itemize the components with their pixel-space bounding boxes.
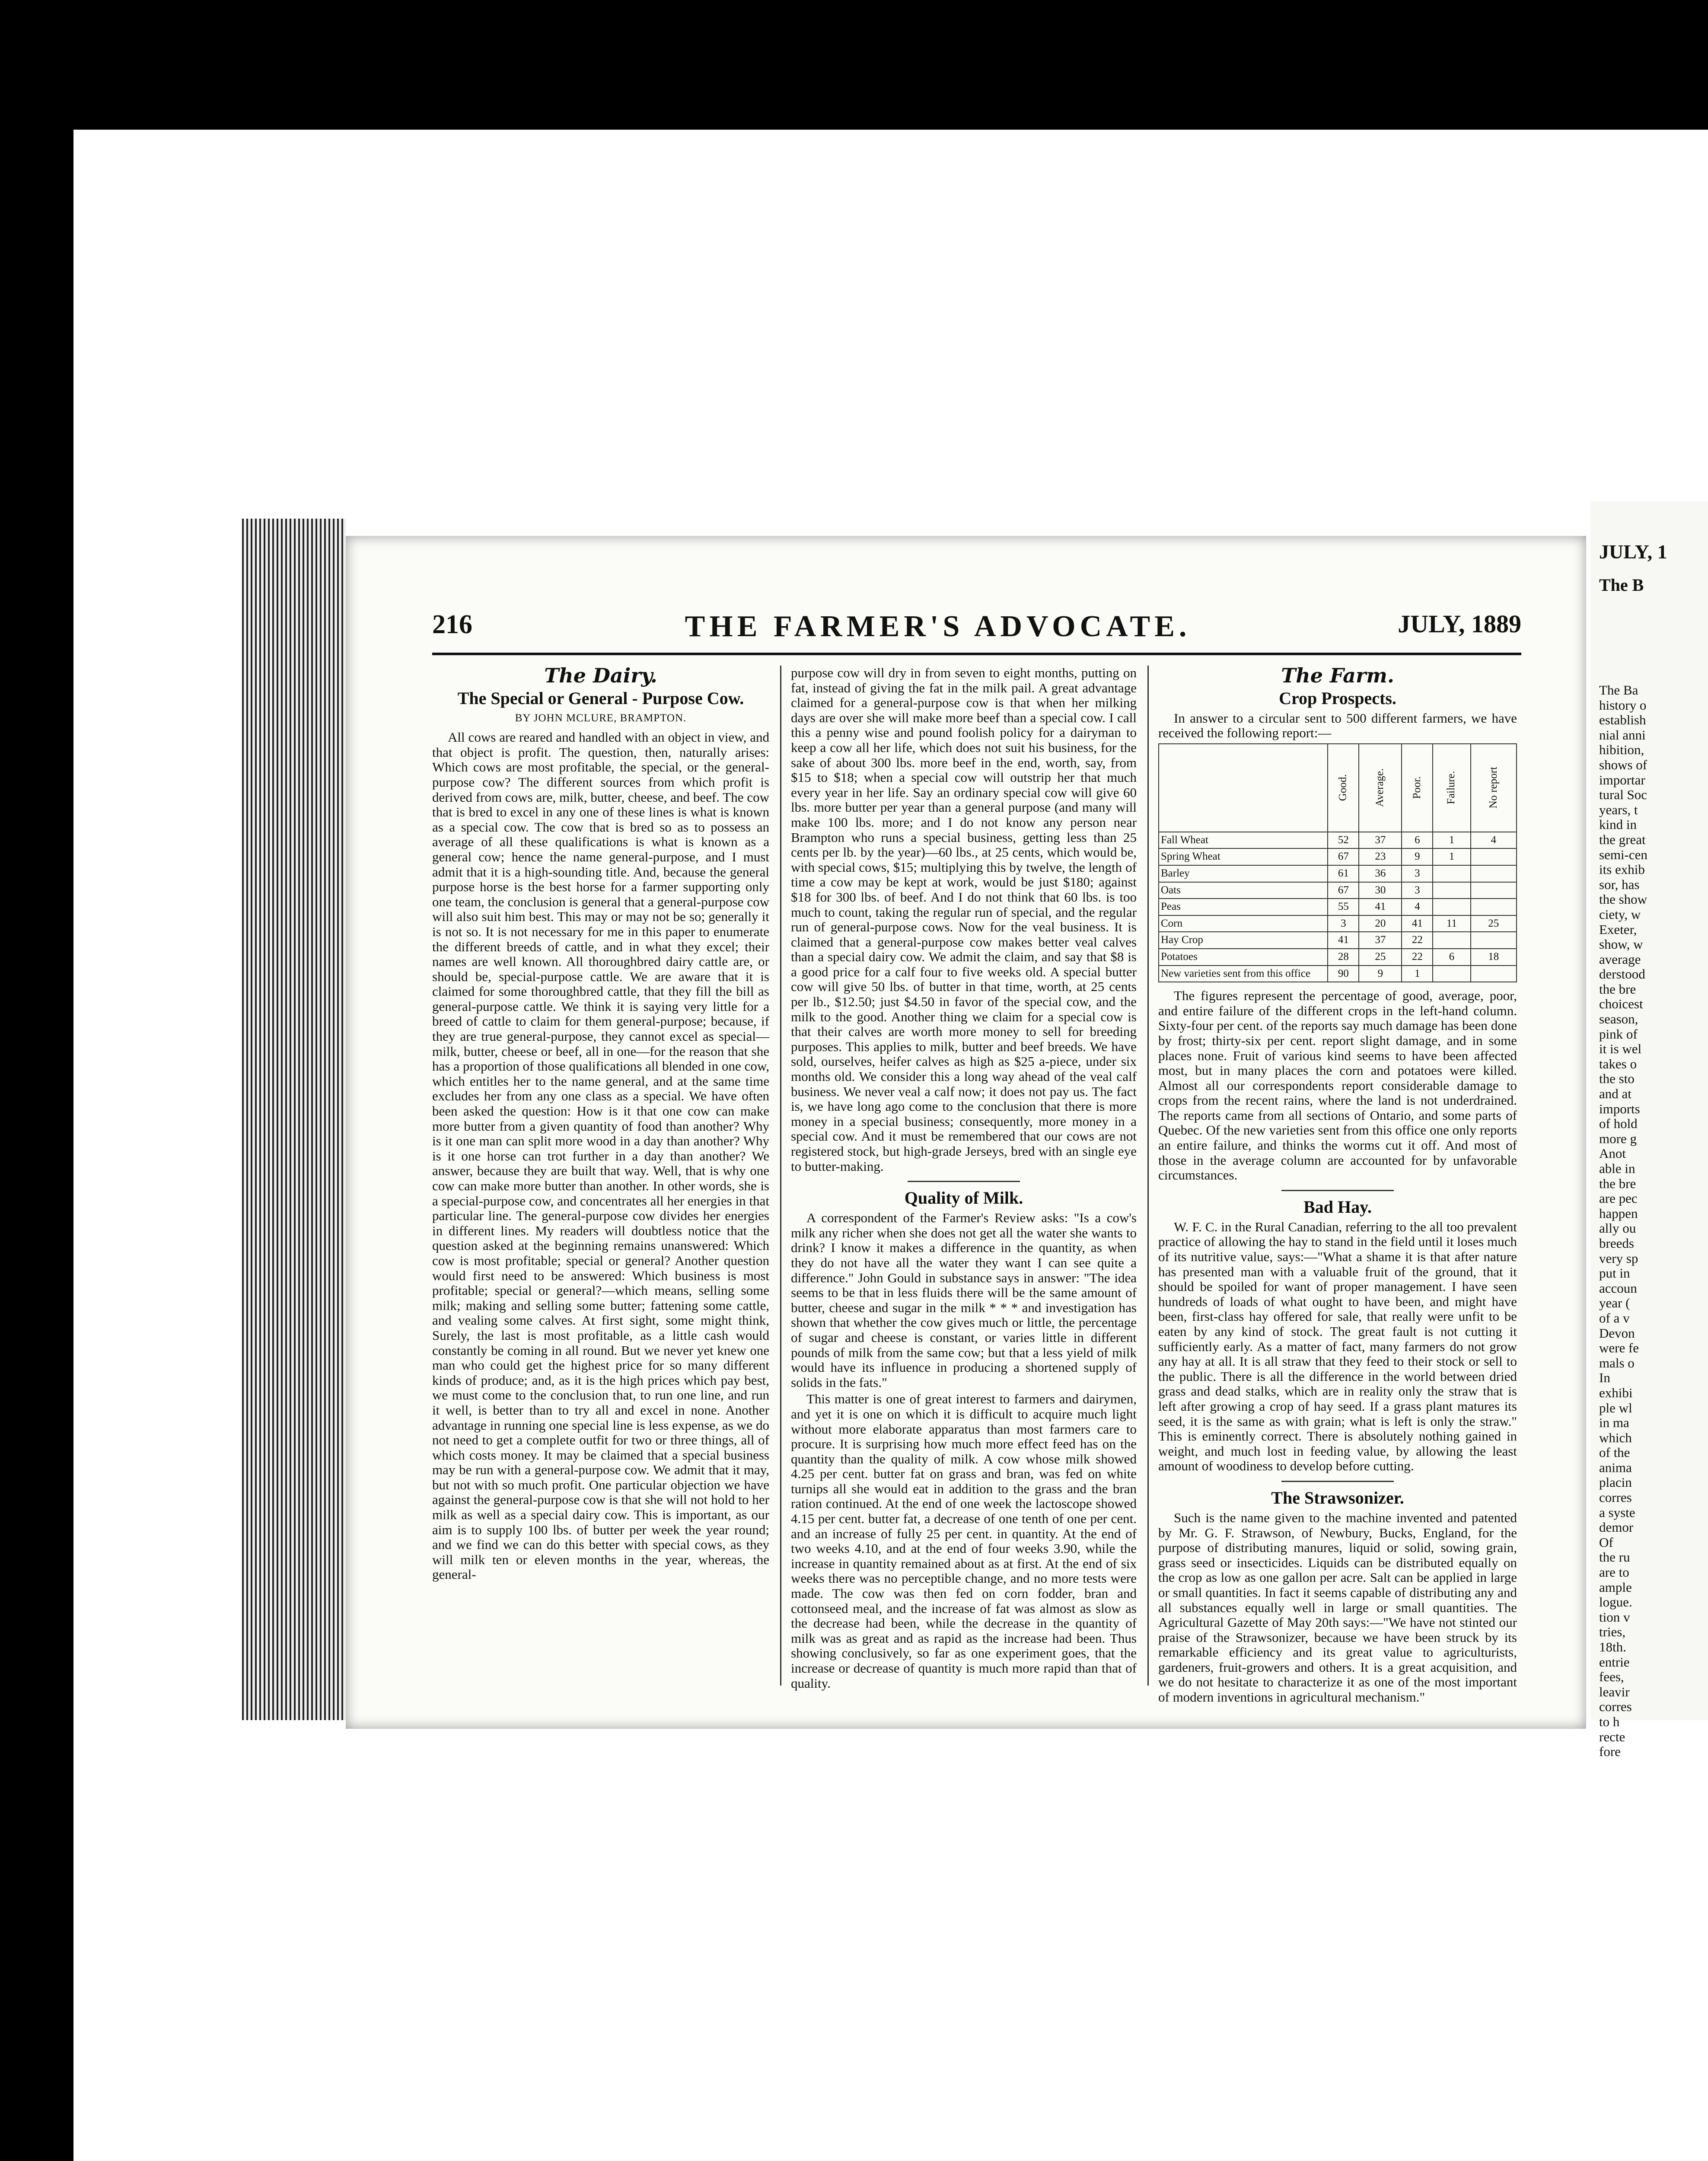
adjacent-page-line: happen <box>1599 1205 1638 1221</box>
table-cell: 41 <box>1359 899 1402 915</box>
adjacent-page-line: to h <box>1599 1714 1620 1729</box>
table-cell: 67 <box>1328 848 1359 865</box>
adjacent-page-line: which <box>1599 1430 1632 1445</box>
table-cell: 1 <box>1433 848 1470 865</box>
table-row <box>1159 915 1517 932</box>
adjacent-page-line: the ru <box>1599 1549 1630 1565</box>
table-cell: 6 <box>1433 949 1470 966</box>
separator <box>1281 1190 1394 1191</box>
adjacent-page-line: tries, <box>1599 1624 1626 1640</box>
adjacent-page-line: ample <box>1599 1579 1632 1595</box>
article-paragraph: All cows are reared and handled with an object in view, and that object is profit. The question, then, naturally arises: Which cows are most profitable, the special, or the general-purpose cow? The different sources from which profit is derived from cows are, milk, butter, cheese, and beef. The cow that is bred to excel in any one of these lines is what is known as a special cow. The cow that is bred so as to possess an average of all these qualifications is what is known as a general cow; hence the name general-purpose, and I must admit that it is a high-sounding title. And, because the general purpose horse is the best horse for a farmer supporting only one team, the conclusion is general that a general-purpose cow will also suit him best. This may or may not be so; generally it is not so. It is not necessary for me in this paper to enumerate the different breeds of cattle, and in what they excel; their names are well known. All thoroughbred dairy cattle are, or should be, special-purpose cattle. We are aware that it is claimed for some thoroughbred cattle, that they fill the bill as general-purpose cattle. We think it is saying very little for a breed of cattle to claim for them general-purpose; because, if they are true general-purpose, they cannot excel as special—milk, butter, cheese or beef, all in one—for the reason that she has a proportion of those qualifications all blended in one cow, which entitles her to the name general, and at the same time excludes her from any one class as a special. We have often been asked the question: How is it that one cow can make more butter from a given quantity of food than another? Why is it one man can split more wood in a day than another? Why is it one horse can trot further in a day than another? We answer, because they are built that way. Well, that is why one cow can make more butter than another. In other words, she is a special-purpose cow, and concentrates all her energies in that particular line. The general-purpose cow divides her energies in different lines. My readers will doubtless notice that the question asked at the beginning remains unanswered: Which cow is most profitable; special or general? Another question would first need to be answered: Which business is most profitable; special or general?—which means, selling some milk; making and selling some butter; fattening some cattle, and vealing some calves. At first sight, some might think, Surely, the last is most profitable, as a little cash would constantly be coming in all round. But we never yet knew one man who could get the highest price for so many different kinds of produce; and, as it is the high prices which pay best, we must come to the conclusion that, to run one line, and run it well, is better than to try all and excel in none. Another advantage in running one special line is less expense, as we do not need to get a complete outfit for two or three things, all of which costs money. It may be claimed that a special business may be run with a general-purpose cow. We admit that it may, but not with so much profit. One particular objection we have against the general-purpose cow is that she will not hold to her milk as well as a special dairy cow. This is important, as our aim is to supply 100 lbs. of butter per week the year round; and we find we can do this better with special cows, as they will milk ten or eleven months in the year, whereas, the general- <box>432 730 769 1582</box>
table-cell: 41 <box>1402 915 1433 932</box>
adjacent-page-line: in ma <box>1599 1415 1629 1431</box>
adjacent-page-line: very sp <box>1599 1250 1638 1266</box>
adjacent-page-line: entrie <box>1599 1654 1630 1670</box>
adjacent-page-line: ple wl <box>1599 1400 1632 1415</box>
adjacent-page-line: demor <box>1599 1520 1634 1535</box>
adjacent-page-line: corres <box>1599 1699 1632 1715</box>
table-cell: 37 <box>1359 932 1402 949</box>
article-title: Quality of Milk. <box>904 1188 1023 1208</box>
adjacent-page-line: it is wel <box>1599 1041 1642 1057</box>
article-paragraph: In answer to a circular sent to 500 different farmers, we have received the following report:— <box>1158 710 1517 741</box>
adjacent-page <box>1590 501 1708 1759</box>
table-cell: 22 <box>1402 949 1433 966</box>
table-cell <box>1433 932 1470 949</box>
adjacent-page-line: fore <box>1599 1744 1621 1759</box>
adjacent-page-line: fees, <box>1599 1669 1624 1685</box>
table-header-label: Failure. <box>1445 771 1457 805</box>
column-divider <box>780 666 781 1686</box>
crop-name-cell: Potatoes <box>1159 949 1328 966</box>
table-header <box>1359 744 1402 832</box>
table-header <box>1471 744 1517 832</box>
column-2 <box>791 665 1137 1691</box>
table-cell <box>1433 865 1470 882</box>
article-paragraph: Such is the name given to the machine invented and patented by Mr. G. F. Strawson, of Newbury, Bucks, England, for the purpose of distributing manures, liquid or solid, sowing grain, grass seed or insecticides. Liquids can be distributed equally on the crop as low as one gallon per acre. Salt can be applied in large or small quantities. In fact it seems capable of distributing any and all substances equally well in large or small quantities. The Agricultural Gazette of May 20th says:—"We have not stinted our praise of the Strawsonizer, because we have been struck by its remarkable efficiency and its great value to agriculturists, gardeners, fruit-growers and others. It is a great acquisition, and we do not hesitate to characterize it as one of the most important of modern inventions in agricultural mechanism." <box>1158 1510 1517 1705</box>
adjacent-page-line: season, <box>1599 1011 1638 1027</box>
table-cell: 3 <box>1328 915 1359 932</box>
crop-name-cell: Oats <box>1159 882 1328 899</box>
adjacent-page-line: of the <box>1599 1445 1630 1460</box>
table-cell <box>1433 899 1470 915</box>
table-cell <box>1471 932 1517 949</box>
adjacent-page-line: Devon <box>1599 1325 1635 1341</box>
article-title: Crop Prospects. <box>1279 688 1396 708</box>
adjacent-page-line: the great <box>1599 832 1646 847</box>
separator <box>1281 1481 1394 1482</box>
article-paragraph: W. F. C. in the Rural Canadian, referring to the all too prevalent practice of allowing the hay to stand in the field until it loses much of its nutritive value, says:—"What a shame it is that after nature has presented man with a valuable fruit of the ground, that it should be spoiled for want of proper management. I have seen hundreds of loads of what ought to have been, and might have been, first-class hay offered for sale, that really were unfit to be eaten by any kind of stock. The great fault is not cutting it sufficiently early. As a matter of fact, many farmers do not grow any hay at all. It is all straw that they feed to their stock or sell to the public. There is all the difference in the world between dried grass and dead stalks, which are in reality only the straw that is left after growing a crop of hay seed. If a grass plant matures its seed, it is the same as with grain; what is left is only the straw." This is eminently correct. There is absolutely nothing gained in weight, and much lost in feeding value, by allowing the least amount of woodiness to develop before cutting. <box>1158 1219 1517 1474</box>
adjacent-page-line: were fe <box>1599 1340 1639 1356</box>
crop-name-cell: Corn <box>1159 915 1328 932</box>
header-rule <box>432 653 1521 655</box>
adjacent-page-line: accoun <box>1599 1280 1637 1296</box>
table-cell: 3 <box>1402 865 1433 882</box>
crop-table <box>1158 743 1517 982</box>
adjacent-page-line: and at <box>1599 1086 1632 1102</box>
adjacent-page-line: ally ou <box>1599 1221 1636 1236</box>
table-cell: 1 <box>1402 966 1433 982</box>
adjacent-page-line: years, t <box>1599 802 1638 817</box>
adjacent-page-line: nial anni <box>1599 727 1646 743</box>
adjacent-page-line: able in <box>1599 1161 1635 1176</box>
table-cell: 41 <box>1328 932 1359 949</box>
adjacent-page-line: tural Soc <box>1599 787 1647 803</box>
table-header <box>1402 744 1433 832</box>
adjacent-page-line: mals o <box>1599 1355 1635 1371</box>
adjacent-page-line: corres <box>1599 1490 1632 1505</box>
adjacent-page-line: placin <box>1599 1475 1632 1490</box>
table-row <box>1159 966 1517 982</box>
table-cell: 25 <box>1471 915 1517 932</box>
adjacent-page-line: a syste <box>1599 1504 1635 1520</box>
table-cell: 30 <box>1359 882 1402 899</box>
table-row <box>1159 949 1517 966</box>
table-header-label: Good. <box>1337 774 1349 801</box>
adjacent-page-line: the bre <box>1599 1176 1636 1191</box>
crop-name-cell: Barley <box>1159 865 1328 882</box>
table-corner <box>1159 744 1328 832</box>
adjacent-page-line: Of <box>1599 1534 1613 1550</box>
adjacent-page-line: the bre <box>1599 981 1636 997</box>
article-title: The Strawsonizer. <box>1271 1488 1404 1508</box>
adjacent-page-line: pink of <box>1599 1026 1638 1042</box>
adjacent-page-line: of a v <box>1599 1310 1630 1326</box>
article-title: The Special or General - Purpose Cow. <box>457 688 744 708</box>
adjacent-page-line: the show <box>1599 892 1647 907</box>
adjacent-page-line: shows of <box>1599 757 1647 772</box>
adjacent-page-text <box>1599 683 1703 1759</box>
table-cell: 67 <box>1328 882 1359 899</box>
page-number: 216 <box>432 610 472 639</box>
adjacent-page-line: are to <box>1599 1565 1629 1580</box>
adjacent-page-line: the sto <box>1599 1071 1635 1087</box>
adjacent-page-line: its exhib <box>1599 862 1645 877</box>
byline: BY JOHN MCLURE, BRAMPTON. <box>515 712 687 724</box>
table-header <box>1433 744 1470 832</box>
table-row <box>1159 832 1517 849</box>
table-row <box>1159 882 1517 899</box>
table-row <box>1159 932 1517 949</box>
crop-name-cell: Hay Crop <box>1159 932 1328 949</box>
table-row <box>1159 899 1517 915</box>
adjacent-page-line: show, w <box>1599 937 1643 952</box>
adjacent-page-line: sor, has <box>1599 877 1640 892</box>
adjacent-page-line: tion v <box>1599 1609 1630 1625</box>
table-cell: 3 <box>1402 882 1433 899</box>
adjacent-page-line: hibition, <box>1599 742 1644 758</box>
book-page-edges <box>242 519 346 1720</box>
adjacent-page-line: semi-cen <box>1599 847 1647 862</box>
table-cell: 9 <box>1359 966 1402 982</box>
masthead-title: THE FARMER'S ADVOCATE. <box>685 610 1191 643</box>
table-row <box>1159 865 1517 882</box>
crop-name-cell: Fall Wheat <box>1159 832 1328 849</box>
adjacent-page-line: recte <box>1599 1729 1625 1744</box>
table-cell: 36 <box>1359 865 1402 882</box>
table-cell: 22 <box>1402 932 1433 949</box>
table-header-label: Average. <box>1374 768 1386 807</box>
table-cell <box>1471 966 1517 982</box>
column-divider <box>1147 666 1149 1686</box>
table-cell <box>1471 865 1517 882</box>
table-row <box>1159 848 1517 865</box>
adjacent-page-line: more g <box>1599 1131 1637 1146</box>
table-cell: 18 <box>1471 949 1517 966</box>
adjacent-page-line: Exeter, <box>1599 921 1637 937</box>
adjacent-page-line: of hold <box>1599 1116 1638 1131</box>
table-cell: 55 <box>1328 899 1359 915</box>
article-paragraph: This matter is one of great interest to farmers and dairymen, and yet it is one on which it is difficult to acquire much light without more elaborate apparatus than most farmers care to procure. It is surprising how much more effect feed has on the quantity than the quality of milk. A cow whose milk showed 4.25 per cent. butter fat on grass and bran, was fed on white turnips all she would eat in addition to the grass and the bran ration continued. At the end of one week the lactoscope showed 4.15 per cent. butter fat, a decrease of one tenth of one per cent. and an increase of fully 25 per cent. in quantity. At the end of two weeks 4.10, and at the end of four weeks 3.90, while the increase in quantity remained about as at first. At the end of six weeks there was no perceptible change, and no more tests were made. The cow was then fed on corn fodder, bran and cottonseed meal, and the increase of fat was almost as slow as the decrease had been, while the decrease in the quantity of milk was as great and as rapid as the increase had been. Thus showing conclusively, so far as one experiment goes, that the increase or decrease of quantity is much more rapid than that of quality. <box>791 1391 1137 1691</box>
adjacent-page-line: establish <box>1599 712 1646 728</box>
adjacent-page-line: put in <box>1599 1265 1630 1281</box>
adjacent-page-header: JULY, 1 <box>1599 541 1667 563</box>
adjacent-page-line: breeds <box>1599 1235 1634 1251</box>
table-cell: 9 <box>1402 848 1433 865</box>
adjacent-page-line: average <box>1599 951 1641 967</box>
adjacent-page-line: leavir <box>1599 1684 1630 1699</box>
crop-name-cell: Spring Wheat <box>1159 848 1328 865</box>
table-cell: 4 <box>1471 832 1517 849</box>
adjacent-page-line: choicest <box>1599 996 1643 1012</box>
table-cell: 25 <box>1359 949 1402 966</box>
adjacent-page-line: history o <box>1599 697 1647 713</box>
adjacent-page-heading: The B <box>1599 575 1644 595</box>
department-heading: The Farm. <box>1281 664 1394 687</box>
table-cell <box>1433 882 1470 899</box>
adjacent-page-line: year ( <box>1599 1295 1630 1311</box>
department-heading: The Dairy. <box>544 664 657 687</box>
table-cell: 1 <box>1433 832 1470 849</box>
adjacent-page-line: exhibi <box>1599 1385 1633 1400</box>
table-cell: 4 <box>1402 899 1433 915</box>
column-1 <box>432 666 769 1686</box>
separator <box>908 1181 1020 1182</box>
article-paragraph: The figures represent the percentage of good, average, poor, and entire failure of the different crops in the left-hand column. Sixty-four per cent. of the reports say much damage has been done by frost; thirty-six per cent. report slight damage, and in some places none. Fruit of various kind seems to have been affected most, but in many places the corn and potatoes were killed. Almost all our correspondents report considerable damage to crops from the recent rains, where the land is not underdrained. The reports came from all sections of Ontario, and some parts of Quebec. Of the new varieties sent from this office one only reports an entire failure, and thinks the worms cut it off. And most of those in the average column are accounted for by unfavorable circumstances. <box>1158 988 1517 1183</box>
table-cell: 37 <box>1359 832 1402 849</box>
table-header-label: Poor. <box>1411 776 1423 799</box>
crop-name-cell: New varieties sent from this office <box>1159 966 1328 982</box>
table-cell: 61 <box>1328 865 1359 882</box>
table-header-label: No report <box>1487 767 1499 809</box>
table-cell: 23 <box>1359 848 1402 865</box>
adjacent-page-line: In <box>1599 1370 1610 1386</box>
adjacent-page-line: takes o <box>1599 1056 1637 1071</box>
adjacent-page-line: are pec <box>1599 1191 1638 1206</box>
column-3 <box>1158 664 1517 1705</box>
adjacent-page-line: importar <box>1599 772 1645 787</box>
adjacent-page-line: imports <box>1599 1101 1640 1116</box>
adjacent-page-line: kind in <box>1599 817 1637 832</box>
adjacent-page-line: ciety, w <box>1599 906 1641 922</box>
table-cell: 28 <box>1328 949 1359 966</box>
adjacent-page-line: derstood <box>1599 966 1645 982</box>
table-cell: 6 <box>1402 832 1433 849</box>
adjacent-page-line: logue. <box>1599 1594 1632 1610</box>
adjacent-page-line: anima <box>1599 1460 1632 1475</box>
table-cell <box>1471 848 1517 865</box>
article-title: Bad Hay. <box>1303 1197 1372 1217</box>
table-cell: 90 <box>1328 966 1359 982</box>
table-cell <box>1471 882 1517 899</box>
article-paragraph: purpose cow will dry in from seven to eight months, putting on fat, instead of giving the fat in the milk pail. A great advantage claimed for a general-purpose cow is that when her milking days are over she will make more beef than a special cow. I call this a penny wise and pound foolish policy for a dairyman to keep a cow all her life, which does not suit his business, for the sake of about 300 lbs. more beef in the end, worth, say, from $15 to $18; when a special cow will outstrip her that much every year in her life. Say an ordinary special cow will give 60 lbs. more butter per year than a general purpose (and many will make 100 lbs. more; and I do not know any person near Brampton who runs a special business, getting less than 25 cents per lb. by the year)—60 lbs., at 25 cents, which would be, with special cows, $15; multiplying this by twelve, the length of time a cow may be kept at work, would be just $180; against $18 for 300 lbs. of beef. And I do not think that 60 lbs. is too much to count, taking the regular run of special, and the regular run of general-purpose cows. Now for the veal business. It is claimed that a general-purpose cow makes better veal calves than a special dairy cow. We admit the claim, and say that $8 is a good price for a calf four to five weeks old. A special butter cow will give 50 lbs. of butter in that time, worth, at 25 cents per lb., $12.50; just $4.50 in favor of the special cow, and the milk to the good. Another thing we claim for a special cow is that their calves are worth more money to sell for breeding purposes. This applies to milk, butter and beef breeds. We have sold, ourselves, heifer calves as high as $25 a-piece, under six months old. We consider this a long way ahead of the veal calf business. We never veal a calf now; it does not pay us. The fact is, we have long ago come to the conclusion that there is more money in a special business; consequently, more money in a special cow. And it must be remembered that our cows are not registered stock, but high-grade Jerseys, bred with an single eye to butter-making. <box>791 665 1137 1174</box>
table-header <box>1328 744 1359 832</box>
issue-date: JULY, 1889 <box>1398 610 1521 638</box>
table-cell: 20 <box>1359 915 1402 932</box>
adjacent-page-line: 18th. <box>1599 1639 1626 1654</box>
adjacent-page-line: The Ba <box>1599 682 1638 698</box>
table-cell <box>1433 966 1470 982</box>
table-cell <box>1471 899 1517 915</box>
crop-name-cell: Peas <box>1159 899 1328 915</box>
article-paragraph: A correspondent of the Farmer's Review asks: "Is a cow's milk any richer when she does not get all the water she wants to drink? I know it makes a difference in the quantity, as when they do not have all the water they want I can see quite a difference." John Gould in substance says in answer: "The idea seems to be that in less fluids there will be the same amount of butter, cheese and sugar in the milk * * * and investigation has shown that whether the cow gives much or little, the percentage of sugar and cheese is constant, or varies little in different pounds of milk from the same cow; but that a less yield of milk would have its influence in producing a shortened supply of solids in the fats." <box>791 1210 1137 1390</box>
adjacent-page-line: Anot <box>1599 1146 1626 1161</box>
newspaper-page <box>346 536 1586 1729</box>
page-header <box>432 609 1521 648</box>
table-cell: 52 <box>1328 832 1359 849</box>
table-cell: 11 <box>1433 915 1470 932</box>
